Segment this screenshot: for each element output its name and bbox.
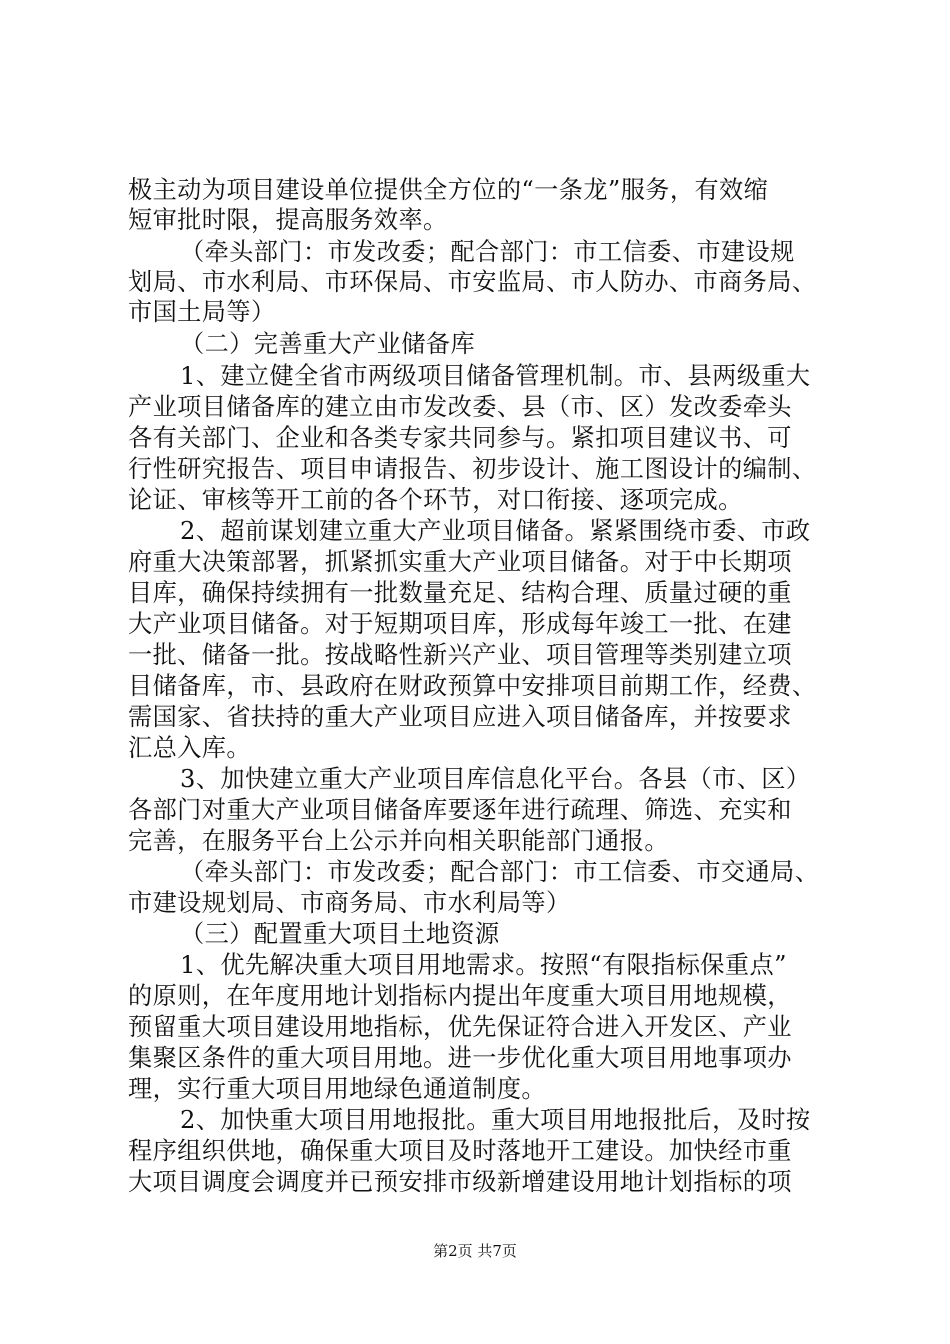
paragraph-start: 3、加快建立重大产业项目库信息化平台。各县（市、区）	[180, 765, 811, 793]
body-line: 理，实行重大项目用地绿色通道制度。	[128, 1075, 546, 1103]
body-line: 目库，确保持续拥有一批数量充足、结构合理、质量过硬的重	[128, 579, 792, 607]
body-line: 行性研究报告、项目申请报告、初步设计、施工图设计的编制、	[128, 455, 817, 483]
body-line: 划局、市水利局、市环保局、市安监局、市人防办、市商务局、	[128, 268, 817, 296]
lead-department-note: （牵头部门：市发改委；配合部门：市工信委、市交通局、	[180, 858, 820, 886]
body-line: 论证、审核等开工前的各个环节，对口衔接、逐项完成。	[128, 486, 743, 514]
body-line: 市建设规划局、市商务局、市水利局等）	[128, 889, 571, 917]
body-line: 各部门对重大产业项目储备库要逐年进行疏理、筛选、充实和	[128, 796, 792, 824]
body-line: 目储备库，市、县政府在财政预算中安排项目前期工作，经费、	[128, 672, 817, 700]
body-line: 完善，在服务平台上公示并向相关职能部门通报。	[128, 827, 669, 855]
body-line: 大项目调度会调度并已预安排市级新增建设用地计划指标的项	[128, 1168, 792, 1196]
body-line: 短审批时限，提高服务效率。	[128, 206, 448, 234]
section-heading: （三）配置重大项目土地资源	[180, 920, 500, 948]
body-line: 集聚区条件的重大项目用地。进一步优化重大项目用地事项办	[128, 1044, 792, 1072]
page-number-footer: 第2页 共7页	[433, 1242, 517, 1260]
body-line: 一批、储备一批。按战略性新兴产业、项目管理等类别建立项	[128, 641, 792, 669]
lead-department-note: （牵头部门：市发改委；配合部门：市工信委、市建设规	[180, 238, 795, 266]
body-line: 的原则，在年度用地计划指标内提出年度重大项目用地规模，	[128, 982, 792, 1010]
body-line: 府重大决策部署，抓紧抓实重大产业项目储备。对于中长期项	[128, 548, 792, 576]
section-heading: （二）完善重大产业储备库	[180, 330, 476, 358]
paragraph-start: 2、加快重大项目用地报批。重大项目用地报批后，及时按	[180, 1106, 811, 1134]
paragraph-start: 1、建立健全省市两级项目储备管理机制。市、县两级重大	[180, 362, 811, 390]
body-line: 程序组织供地，确保重大项目及时落地开工建设。加快经市重	[128, 1137, 792, 1165]
body-line: 各有关部门、企业和各类专家共同参与。紧扣项目建议书、可	[128, 424, 792, 452]
body-line: 产业项目储备库的建立由市发改委、县（市、区）发改委牵头	[128, 393, 792, 421]
body-line: 预留重大项目建设用地指标，优先保证符合进入开发区、产业	[128, 1013, 792, 1041]
paragraph-start: 1、优先解决重大项目用地需求。按照“有限指标保重点”	[180, 951, 787, 979]
body-line: 市国土局等）	[128, 298, 276, 326]
body-line: 需国家、省扶持的重大产业项目应进入项目储备库，并按要求	[128, 703, 792, 731]
body-line: 汇总入库。	[128, 734, 251, 762]
body-line: 大产业项目储备。对于短期项目库，形成每年竣工一批、在建	[128, 610, 792, 638]
paragraph-start: 2、超前谋划建立重大产业项目储备。紧紧围绕市委、市政	[180, 517, 811, 545]
body-line: 极主动为项目建设单位提供全方位的“一条龙”服务，有效缩	[128, 176, 769, 204]
